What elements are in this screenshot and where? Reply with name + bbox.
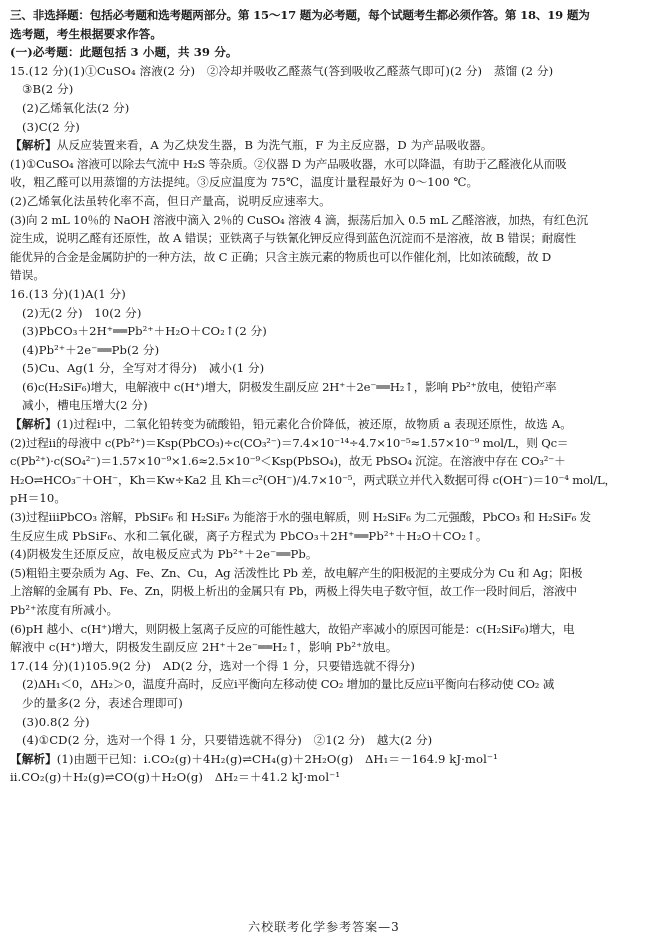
q16-answer-line-6: (6)c(H₂SiF₆)增大，电解液中 c(H⁺)增大，阴极发生副反应 2H⁺＋2e⁻══H₂↑，影响 Pb²⁺放电，使铅产率 xyxy=(22,379,557,394)
q15-answer-line-4: (3)C(2 分) xyxy=(22,119,80,134)
analysis-text: 从反应装置来看，A 为乙炔发生器，B 为洗气瓶，F 为主反应器，D 为产品吸收器。 xyxy=(56,138,493,153)
q16-answer-line-2: (2)无(2 分) 10(2 分) xyxy=(22,305,142,320)
q16-answer-line-1: 16.(13 分)(1)A(1 分) xyxy=(10,286,126,301)
q17-answer-line-3: 少的量多(2 分，表述合理即可) xyxy=(22,695,183,710)
analysis-tag: 【解析】 xyxy=(10,417,57,432)
q16-analysis-line-4: H₂O⇌HCO₃⁻＋OH⁻，Kh＝Kw÷Ka2 且 Kh＝c²(OH⁻)/4.7×10⁻⁵，两式联立并代入数据可得 c(OH⁻)＝10⁻⁴ mol/L， xyxy=(10,472,616,487)
q16-analysis-line-9: (5)粗铅主要杂质为 Ag、Fe、Zn、Cu，Ag 活泼性比 Pb 差，故电解产生的阳极泥的主要成分为 Cu 和 Ag；阳极 xyxy=(10,565,583,580)
q15-analysis-line-3: 收，粗乙醛可以用蒸馏的方法提纯。③反应温度为 75℃，温度计量程最好为 0～100 ℃。 xyxy=(10,175,479,190)
q17-answer-line-4: (3)0.8(2 分) xyxy=(22,714,90,729)
q15-analysis-line-1 xyxy=(10,138,640,157)
q16-analysis-line-1 xyxy=(10,417,640,436)
q15-analysis-line-5: (3)向 2 mL 10％的 NaOH 溶液中滴入 2％的 CuSO₄ 溶液 4 滴，振荡后加入 0.5 mL 乙醛溶液，加热，有红色沉 xyxy=(10,212,588,227)
q16-answer-line-3: (3)PbCO₃＋2H⁺══Pb²⁺＋H₂O＋CO₂↑(2 分) xyxy=(22,324,267,339)
q17-answer-line-5: (4)①CD(2 分，选对一个得 1 分，只要错选就不得分) ②1(2 分) 越大(2 分) xyxy=(22,733,433,748)
required-questions-heading: (一)必考题：此题包括 3 小题，共 39 分。 xyxy=(10,45,238,60)
answer-page xyxy=(10,8,640,789)
q16-analysis-line-12: (6)pH 越小、c(H⁺)增大，则阴极上氢离子反应的可能性越大，故铅产率减小的原因可能是：c(H₂SiF₆)增大，电 xyxy=(10,621,575,636)
analysis-text: (1)过程ⅰ中，二氧化铅转变为硫酸铅，铅元素化合价降低，被还原，故物质 a 表现还原性，故选 A。 xyxy=(56,417,572,432)
q15-analysis-line-4: (2)乙烯氧化法虽转化率不高，但日产量高，说明反应速率大。 xyxy=(10,193,331,208)
q16-analysis-line-8: (4)阴极发生还原反应，故电极反应式为 Pb²⁺＋2e⁻══Pb。 xyxy=(10,547,318,562)
q16-analysis-line-10: 上溶解的金属有 Pb、Fe、Zn，阴极上析出的金属只有 Pb，两极上得失电子数守恒，故工作一段时间后，溶液中 xyxy=(10,584,577,599)
q15-analysis-line-6: 淀生成，说明乙醛有还原性，故 A 错误；亚铁离子与铁氰化钾反应得到蓝色沉淀而不是溶液，故 B 错误；耐腐性 xyxy=(10,231,576,246)
analysis-text: (1)由题干已知：ⅰ.CO₂(g)＋4H₂(g)⇌CH₄(g)＋2H₂O(g) ΔH₁＝－164.9 kJ·mol⁻¹ xyxy=(56,751,498,766)
q15-answer-line-3: (2)乙烯氧化法(2 分) xyxy=(22,100,130,115)
q16-analysis-line-7: 生反应生成 PbSiF₆、水和二氧化碳，离子方程式为 PbCO₃＋2H⁺══Pb²⁺＋H₂O＋CO₂↑。 xyxy=(10,528,488,543)
analysis-tag: 【解析】 xyxy=(10,138,57,153)
q15-answer-line-1: 15.(12 分)(1)①CuSO₄ 溶液(2 分) ②冷却并吸收乙醛蒸气(答到吸收乙醛蒸气即可)(2 分) 蒸馏 (2 分) xyxy=(10,63,554,78)
q16-answer-line-7: 减小，槽电压增大(2 分) xyxy=(22,398,148,413)
section-heading-line-1: 三、非选择题：包括必考题和选考题两部分。第 15～17 题为必考题，每个试题考生都必须作答。第 18、19 题为 xyxy=(10,8,590,22)
q17-answer-line-2: (2)ΔH₁＜0，ΔH₂＞0，温度升高时，反应ⅰ平衡向左移动使 CO₂ 增加的量比反应ⅱ平衡向右移动使 CO₂ 减 xyxy=(22,677,555,692)
q15-analysis-line-8: 错误。 xyxy=(10,268,46,283)
analysis-tag: 【解析】 xyxy=(10,751,57,766)
q16-analysis-line-11: Pb²⁺浓度有所减小。 xyxy=(10,603,119,617)
q17-analysis-line-2: ⅱ.CO₂(g)＋H₂(g)⇌CO(g)＋H₂O(g) ΔH₂＝＋41.2 kJ·mol⁻¹ xyxy=(10,770,341,785)
q17-analysis-line-1 xyxy=(10,752,640,771)
q16-analysis-line-3: c(Pb²⁺)·c(SO₄²⁻)＝1.57×10⁻⁹×1.6≈2.5×10⁻⁹＜Ksp(PbSO₄)，故无 PbSO₄ 沉淀。在溶液中存在 CO₃²⁻＋ xyxy=(10,454,566,469)
q15-answer-line-2: ③B(2 分) xyxy=(22,82,74,97)
q15-analysis-line-2: (1)①CuSO₄ 溶液可以除去气流中 H₂S 等杂质。②仪器 D 为产品吸收器，水可以降温，有助于乙醛液化从而吸 xyxy=(10,156,567,171)
q16-analysis-line-6: (3)过程ⅲPbCO₃ 溶解，PbSiF₆ 和 H₂SiF₆ 为能溶于水的强电解质，则 H₂SiF₆ 为二元强酸，PbCO₃ 和 H₂SiF₆ 发 xyxy=(10,510,591,525)
q16-analysis-line-2: (2)过程ⅱ的母液中 c(Pb²⁺)＝Ksp(PbCO₃)÷c(CO₃²⁻)＝7.4×10⁻¹⁴÷4.7×10⁻⁵≈1.57×10⁻⁹ mol/L，则 Qc＝ xyxy=(10,435,569,450)
q15-analysis-line-7: 能优异的合金是金属防护的一种方法，故 C 正确；只含主族元素的物质也可以作催化剂，比如浓硫酸，故 D xyxy=(10,249,551,264)
q17-answer-line-1: 17.(14 分)(1)105.9(2 分) AD(2 分，选对一个得 1 分，只要错选就不得分) xyxy=(10,658,415,673)
section-heading-line-2: 选考题，考生根据要求作答。 xyxy=(10,26,163,41)
q16-analysis-line-5: pH＝10。 xyxy=(10,491,67,506)
q16-answer-line-5: (5)Cu、Ag(1 分，全写对才得分) 减小(1 分) xyxy=(22,361,265,376)
q16-answer-line-4: (4)Pb²⁺＋2e⁻══Pb(2 分) xyxy=(22,342,160,357)
page-footer: 六校联考化学参考答案—3 xyxy=(248,920,400,934)
q16-analysis-line-13: 解液中 c(H⁺)增大，阴极发生副反应 2H⁺＋2e⁻══H₂↑，影响 Pb²⁺放电。 xyxy=(10,640,398,655)
